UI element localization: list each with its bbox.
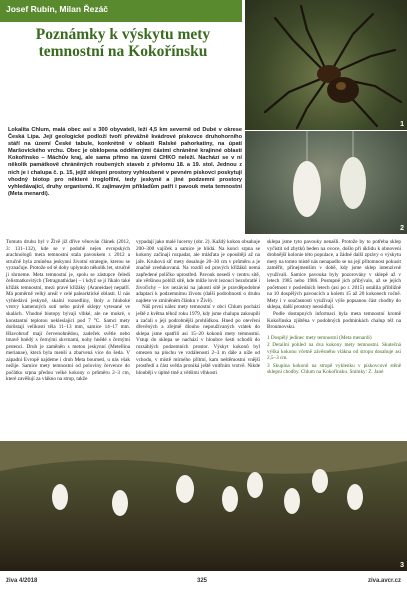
caption-2: 2 Detailní pohled na dva kokony mety temnostní. Skutečná výška kokonu včetně závěsného vlákna od stropu dosahuje asi 2,5–3 cm.: [267, 342, 401, 362]
spider-illustration: [245, 0, 407, 130]
photo-number: 2: [400, 225, 404, 232]
author-bar: [0, 0, 242, 22]
caption-1: 1 Dospělý jedinec mety temnostní (Meta menardi): [267, 334, 372, 341]
page-number: 325: [197, 578, 208, 584]
page-footer: [0, 574, 407, 589]
photo-captions: [267, 335, 401, 376]
footer-website: ziva.avcr.cz: [367, 578, 401, 584]
footer-journal: živa 4/2018: [6, 578, 38, 584]
cocoon-group-illustration: [0, 441, 407, 571]
photo-cocoons-detail: [245, 131, 407, 234]
article-title: Poznámky k výskytu mety temnostní na Kokořínsku: [35, 26, 211, 60]
photo-number: 1: [400, 121, 404, 128]
photo-number: 3: [400, 562, 404, 569]
paragraph: Podle dostupných informací byla meta temnostní kromě Kokořínska zjištěna v podobných podmínkách chalup též na Broumovsku.: [267, 311, 401, 331]
photo-cocoon-group: [0, 441, 407, 571]
text-column-2: [136, 239, 260, 376]
article-authors: Josef Rubín, Milan Řezáč: [6, 4, 109, 14]
text-column-1: [6, 239, 130, 383]
paragraph: Náš první nález mety temnostní v obci Chlum pochází ještě z května téhož roku 1979, kdy jsme chalupu zakoupili a začali s její podrobnější prohlídkou. Hned po otevření dřevěných a zřejmě dlouho nepoužívaných vrátek do sklepa jsme spatřili asi 15–20 kokonů mety temnostní. Vstup do sklepa se nachází v hloubce šesti schodů do rozsáhlých podzemních prostor. Výskyt kokonů byl omezen na plochu ve vzdálenosti 2–3 m dále a níže od vchodu, v místě mírného přítmí, kam neštěmostní vnější prostředí a část světla proniká ještě vnitřním vrstvě. Nikde hlouběji v úplné tmě a většími vlhkosti: [136, 304, 260, 376]
paragraph: sklepa jsme tyto pavouky nenašli. Protože by to potřeba sklep vyčistit od zbytků beden na ovoce, došlo při úklidu k obnovení drobnější kolonie této populace, a žádné další zprávy o výskytu mety na tomto místě nás nenapadlo se na její přítomnost pokusit zaměřit, přinejmenším v době, kdy jsme sklep intenzivně využívali. Samice pavouka byly pozorovány v sklepě až v letech 1985 nebo 1986. Postupně jich přibývalo, až se jejich početnost v posledních letech (asi po r. 2015) ustálila přibližně na 10 dospělých pavoucích a kolem 15 až 20 kokonech ročně. Mety i v současnosti využívají výše popsanou část chodby do sklepa, další prostory neosidlují.: [267, 239, 401, 311]
text-column-3: [267, 239, 401, 377]
article-lead: Lokalita Chlum, malá obec asi s 300 obyvateli, leží 4,5 km severně od Dubé v okrese Česká Lípa. Její geologické podloží tvoří převážně kvádrové pískovce druhohorního stáří na území České tabule, konkrétně v oblasti Ralské pahorkatiny, na úpatí Maršovického vrchu. Obec je obklopena oddělenými částmi chráněné krajinné oblasti Kokořínsko – Máchův kraj, ale sama přímo na území CHKO neleží. Nachází se v ní několik památkově chráněných roubených staveb z přelomu 18. a 19. stol. Jednou z nich je i chalupa č. p. 15, jejíž sklepní prostory vyhloubené v pevném pískovci poskytují vhodný biotop pro některé troglofilní, tedy jeskyně a jiné podzemní prostory vyhledávající, druhy organismů. K zajímavým příkladům patří i pavouk meta temnostní (Meta menardi).: [8, 127, 242, 197]
paragraph: vypadají jako malé lucerny (obr. 2). Každý kokon obsahuje 200–300 vajíček a samice je hlídá. Na konci srpna se kokony začínají rozpadat, ale mláďata je opouštějí až na jaře. Kruhová síť mety dosahuje 20–30 cm v průměru a je značně zredukovaná. Na rozdíl od pravých křižáků nemá zapředené políčko uprostřed. Pavouk nesedí v centru sítě, ale většinou poblíž sítě, kde může lovit lezoucí bezobratlé i živočichy – lov nezávisí na jakosti sítě je pravděpodobné adaptací k podzemnímu životu (další podrobnosti o druhu najdete ve zmíněném článku v Živě).: [136, 239, 260, 304]
cocoon-detail-illustration: [245, 131, 407, 234]
photo-spider: [245, 0, 407, 130]
paragraph: Tomuto druhu byl v Živě již dříve věnován článek (2012, 3: 131–132), kde se v podobě nejen evropských arachnologů meta temnostní stala pavoukem r. 2012 a stručně byla zmíněna jeskynní životní strategie, kterou se vyznačuje. Protože od té doby uplynulo několik let, stručně ji shrneme. Meta temnostní je, spolu se zástupce čeledi čelistnatkovitých (Tetragnathidae) – i když se ji říkalo také křižák temnostní, mezi pravé křižáky (Araneidae) nepatří. Má poměrně velký areál v celé palearktické oblasti. U nás vyhledává jeskyně, skalní rozsedliny, štoly a hluboké vrstvy kamenných sutí nebo právě sklepy vytesané ve skalách. Vhodné biotopy bývají vlhké, ale ne mokré, s konstantní teplotou nekleslající pod 7 °C. Samci mety dorůstají velikosti těla 11–13 mm, samice 14–17 mm. Hlavohruď mají červenohnědou, zadeček světle nebo tmavě hnědý s černými skvrnami, nohy hnědé s černými prstenci. Druh je zaměněn s metou jeskynní (Metellina merianae), která byla menší a zbarvená více do šeda. V západní Evropě najdeme i druh Meta bourneti, u nás však nežije. Samice mety temnostní od poloviny července do počátku srpna předou velké kokony o průměru 2–3 cm, které zavěšují za vlákno na strop, takže: [6, 239, 130, 383]
caption-3: 3 Skupina kokonů na stropě vyklenku v pískovcové stěně sklepní chodby. Chlum na Kokořínsku. Snímky: Z. Jané: [267, 362, 401, 376]
